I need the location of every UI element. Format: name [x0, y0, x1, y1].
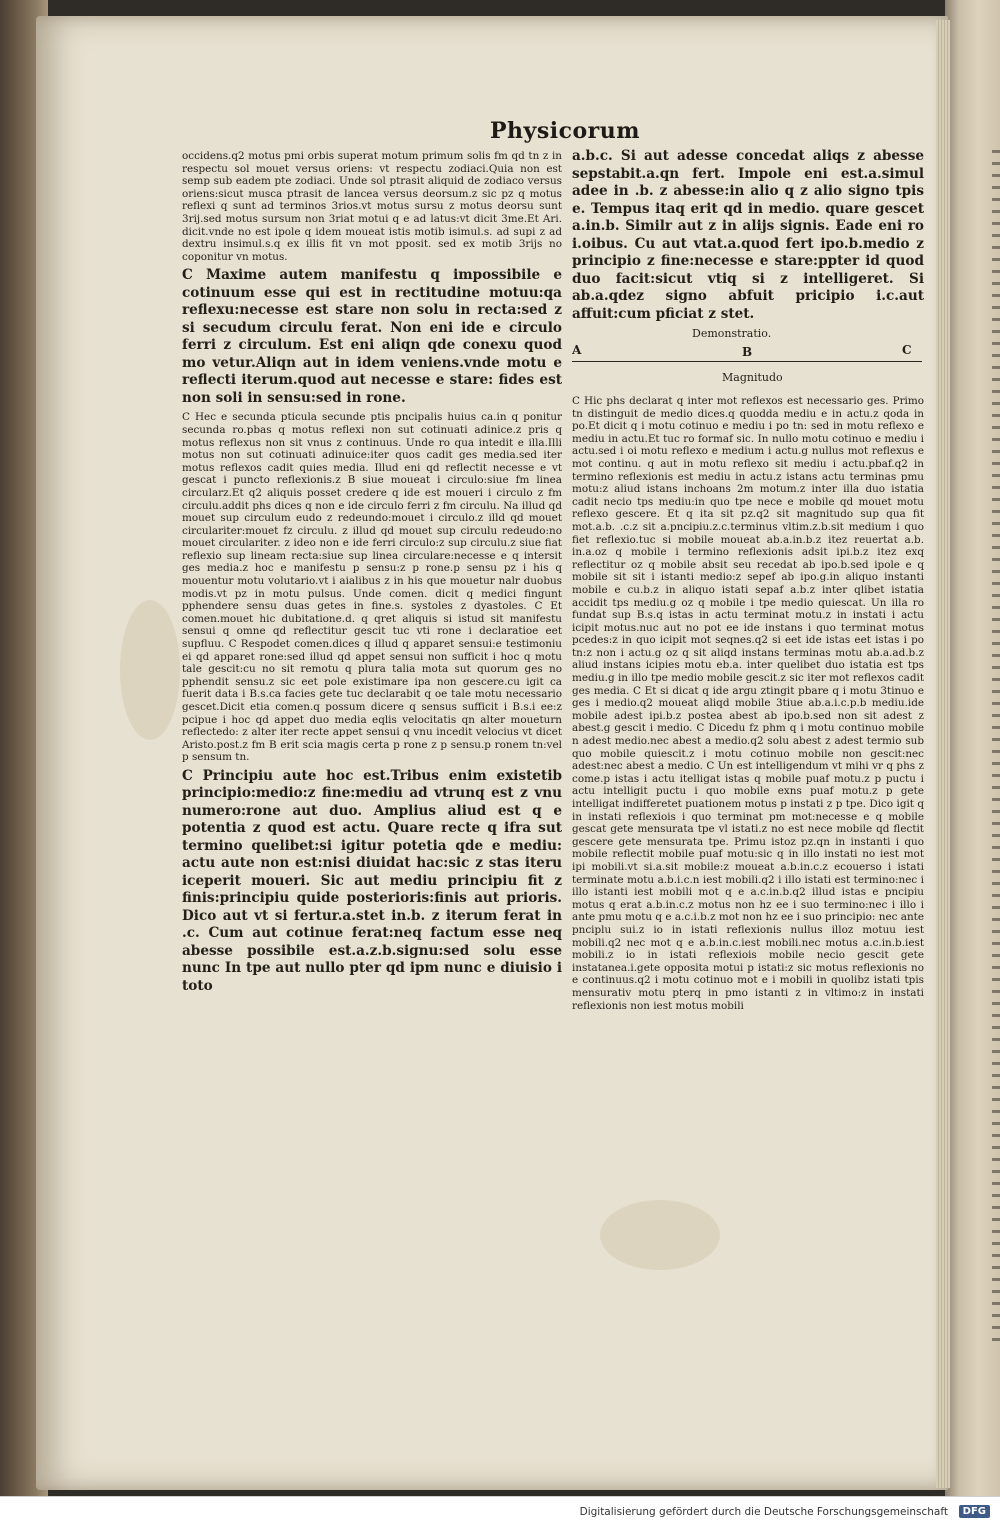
running-title: Physicorum	[490, 118, 640, 144]
demonstration-title: Demonstratio.	[692, 327, 772, 340]
page-stack-edge	[936, 20, 950, 1488]
paragraph-commentary-2: C Hec e secunda pticula secunde ptis pncipalis huius ca.in q ponitur secunda ro.pbas q motus reflexi non sut cotinuati adinice.z pris q motus reflexus non sit vnus z continuus. Unde ro qua intedit e illa.Illi motus non sut cotinuati adinuice:iter quos cadit ges media.sed iter motus reflexos cadit quies media. Illud eni qd reflectit necesse e vt gescat i puncto reflexionis.z B siue moueat i circulo:siue fm linea circularz.Et q2 aliquis posset credere q ide est moueri i circulo z fm circulu.addit phs dices q non e ide circulo ferri z fm circulu. Na illud qd mouet sup circulum eudo z redeundo:mouet i circulo.z illd qd mouet circulariter:mouet fz circulu. z illud qd mouet sup circulu redeudo:no mouet circulariter. z ideo non e ide ferri circulo:z sup circulu.z siue fiat reflexio sup lineam recta:siue sup linea circulare:necesse e q intersit ges media.z hoc e manifestu p sensu:z p rone.p sensu pz i his q mouentur motu volutario.vt i aialibus z in his que mouetur nalr duobus modis.vt pz in motu pulsus. Unde comen. dicit q medici fingunt pphendere sensu duas getes in fine.s. systoles z dyastoles. C Et comen.mouet hic dubitatione.d. q qret aliquis si istud sit manifestu sensui q omne qd reflectitur gescit tuc vti rone i declaratioe eet supfluu. C Respodet comen.dices q illud q apparet sensui:e testimoniu ei qd apparet rone:sed illud qd appet sensui non sufficit i hoc q motu tale gescit:cu no sit remotu q plura talia mota sut quorum ges no pphendit sensu.z sic eet pole existimare ipa non gescere.cu igit ca fuerit data i B.s.ca facies gete tuc declarabit q oe tale motu necessario gescet.Dicit etia comen.q possum dicere q sensus sufficit i B.s.i ee:z pcipue i hoc qd appet duo media eqlis velocitatis qn alter moueturn reflectedo: z alter iter recte appet sensui q vnu incedit velocius vt dicet Aristo.post.z fm B erit scia magis certa p rone z p sensu.p ronem tn:vel p sensum tn.	[182, 411, 562, 764]
left-text-column	[182, 150, 562, 1230]
diagram-label-c: C	[902, 343, 912, 357]
diagram-label-b: B	[742, 345, 753, 359]
diagram-label-a: A	[572, 343, 582, 357]
facing-page-text-fragment	[992, 150, 1000, 1350]
paragraph-commentary-1: occidens.q2 motus pmi orbis superat motum primum solis fm qd tn z in respectu sol mouet versus oriens: vt respectu zodiaci.Quia non est semp sub eadem pte zodiaci. Unde sol ptrasit aliquid de zodiaco versus oriens:sicut musca ptrasit de lancea versus deorsum.z sic pz q motus reflexi q sunt ad terminos 3rios.vt motus sursu z motus deorsu sunt 3rij.sed motus sursum non 3riat motui q e ad latus:vt dicit 3me.Et Ari. dicit.vnde no est ipole q idem moueat istis motib isimul.s. ad supi z ad dextru insimul.s.q ex illis fit vn mot pposit. sed ex motib 3rijs no coponitur vn motus.	[182, 150, 562, 263]
paragraph-aristotle-text-1: C Maxime autem manifestu q impossibile e cotinuum esse qui est in rectitudine motuu:qa reflexu:necesse est stare non solu in recta:sed z si secudum circulu ferat. Non eni ide e circulo ferri z circulum. Est eni aliqn qde conexu quod mo vetur.Aliqn aut in idem veniens.vnde motu e reflecti iterum.quod aut necesse e stare: fides est non soli in sensu:sed in rone.	[182, 267, 562, 406]
footer-bar	[0, 1496, 1000, 1528]
demonstration-diagram	[572, 327, 924, 387]
right-text-column	[572, 148, 924, 1288]
diagram-magnitudo-label: Magnitudo	[722, 371, 783, 384]
paragraph-aristotle-text-3: a.b.c. Si aut adesse concedat aliqs z abesse sepstabit.a.qn fert. Impole eni est.a.simul adee in .b. z abesse:in alio q z alio signo tpis e. Tempus itaq erit qd in medio. quare gescet a.in.b. Similr aut z in alijs signis. Eade eni ro i.oibus. Cu aut vtat.a.quod fert ipo.b.medio z principio z fine:necesse e stare:ppter id quod duo facit:sicut vtiq si z intelligeret. Si ab.a.qdez signo abfuit pricipio i.c.aut affuit:cum pficiat z stet.	[572, 148, 924, 322]
diagram-magnitude-line	[572, 361, 922, 362]
paragraph-commentary-3: C Hic phs declarat q inter mot reflexos est necessario ges. Primo tn distinguit de medio dices.q quodda mediu e in actu.z qoda in po.Et dicit q i motu cotinuo e mediu i po tn: sed in motu reflexo e mediu in actu.Et tuc ro formaf sic. In nullo motu cotinuo e mediu i actu.sed i oi motu reflexo e medium i actu.g nullus mot reflexus e mot continu. q aut in motu reflexo sit mediu i actu.pbaf.q2 in termino reflexionis est mediu in actu.z istans actu terminas pmu motu:z aliud istans inchoans 2m motum.z inter illa duo istatia cadit necio tps mediu:in quo tpe nece e mobile qd mouet motu reflexo gescere. Et q ita sit pz.q2 sit magnitudo sup qua fit mot.a.b. .c.z sit a.pncipiu.z.c.terminus vltim.z.b.sit medium i quo fiet reflexio.tuc si mobile moueat ab.a.in.b.z itez reuertat a.b. in.a.oz q mobile i termino reflexionis adsit ipi.b.z itez exq reflectitur oz q mobile absit seu recedat ab ipo.b.sed ipole e q mobile sit sit i istanti medio:z sepef ab ipo.g.in aliquo instanti mobile e cu.b.z in aliquo istati sepaf a.b.z inter qlibet istatia accidit tps mediu.g oz q mobile i tpe medio quiescat. Un illa ro fundat sup B.s.q istas in actu terminat motu.z in instati i actu icipit motus.nuc aut no pot ee ide instans i quo terminat motus pcedes:z in quo icipit mot seqnes.q2 si eet ide istas eet istas i po tn:z non i actu.g oz q sit aliqd instans terminas motu ab.a.ad.b.z aliud instans icipies motu eb.a. inter quelibet duo istatia est tps mediu.g in illo tpe medio mobile gescit.z sic iter mot reflexos cadit ges media. C Et si dicat q ide argu ztingit pbare q i motu 3tinuo e ges i medio.q2 moueat aliqd mobile 3tiue ab.a.i.c.p.b mediu.ide mobile adest ipi.b.z postea abest ab ipo.b.sed non sit adest z abest.g gescit i medio. C Dicedu fz phm q i motu continuo mobile n adest medio.nec abest a medio.q2 solu abest z adest termio sub quo mobile quiescit.z i motu cotinuo mobile non gescit:nec adest:nec abest a medio. C Un est intelligendum vt mihi vr q phs z come.p istas i actu itelligat istas q mobile puaf motu.z p puctu i actu intelligit puctu i quo mobile exns puaf motu.z p gete intelligat indifferetet puationem motus p instati z p tpe. Dico igit q in instati reflexiois i quo terminat pm mot:necesse e q mobile gescat gete mensurata tpe vl istati.z no est nece mobile qd flectit gescere gete mensurata tpe. Primu istoz pz.qn in instanti i quo mobile reflectit mobile puaf motu:sic q in illo instati no iest mot ipi mobili.vt si.a.sit mobile:z moueat a.b.in.c.z ecouerso i istati terminate motu a.b.i.c.n iest mobili.q2 i illo istati est termino:nec i illo istanti iest mobili mot q e a.c.in.b.q2 illud istas e pncipiu motus q erat a.b.in.c.z motus non hz ee i suo termino:nec i illo i ante pmu motu q e a.c.i.b.z mot non hz ee i suo principio: nec ante pnciplu sui.z io in istati reflexionis nullus illoz motuu iest mobili.q2 nec mot q e a.b.in.c.iest mobili.nec motus a.c.in.b.iest mobili.z io in istati reflexiois mobile necio gescit gete instatanea.i.gete opposita motui p istati:z sic motus reflexionis no e continuus.q2 i motu cotinuo mot e i mobili in quolibz istati tpis mensurativ motu pterq in pmo istanti z in vltimo:z in instati reflexionis non iest motus mobili	[572, 395, 924, 1012]
footer-credit: Digitalisierung gefördert durch die Deutsche Forschungsgemeinschaft	[579, 1506, 948, 1518]
paper-stain	[120, 600, 180, 740]
paragraph-aristotle-text-2: C Principiu aute hoc est.Tribus enim existetib principio:medio:z fine:mediu ad vtrunq est z vnu numero:rone aut duo. Amplius aliud est q e potentia z quod est actu. Quare recte q ifra sut termino quelibet:si igitur potetia qde e mediu: actu aute non est:nisi diuidat hac:sic z stas iteru iceperit moueri. Sic aut mediu principiu fit z finis:principiu quide posterioris:finis aut prioris. Dico aut vt si fertur.a.stet in.b. z iterum ferat in .c. Cum aut cotinue ferat:neq factum esse neq abesse possibile est.a.z.b.signu:sed solu esse nunc In tpe aut nullo pter qd ipm nunc e diuisio i toto	[182, 767, 562, 994]
dfg-logo: DFG	[959, 1505, 990, 1518]
